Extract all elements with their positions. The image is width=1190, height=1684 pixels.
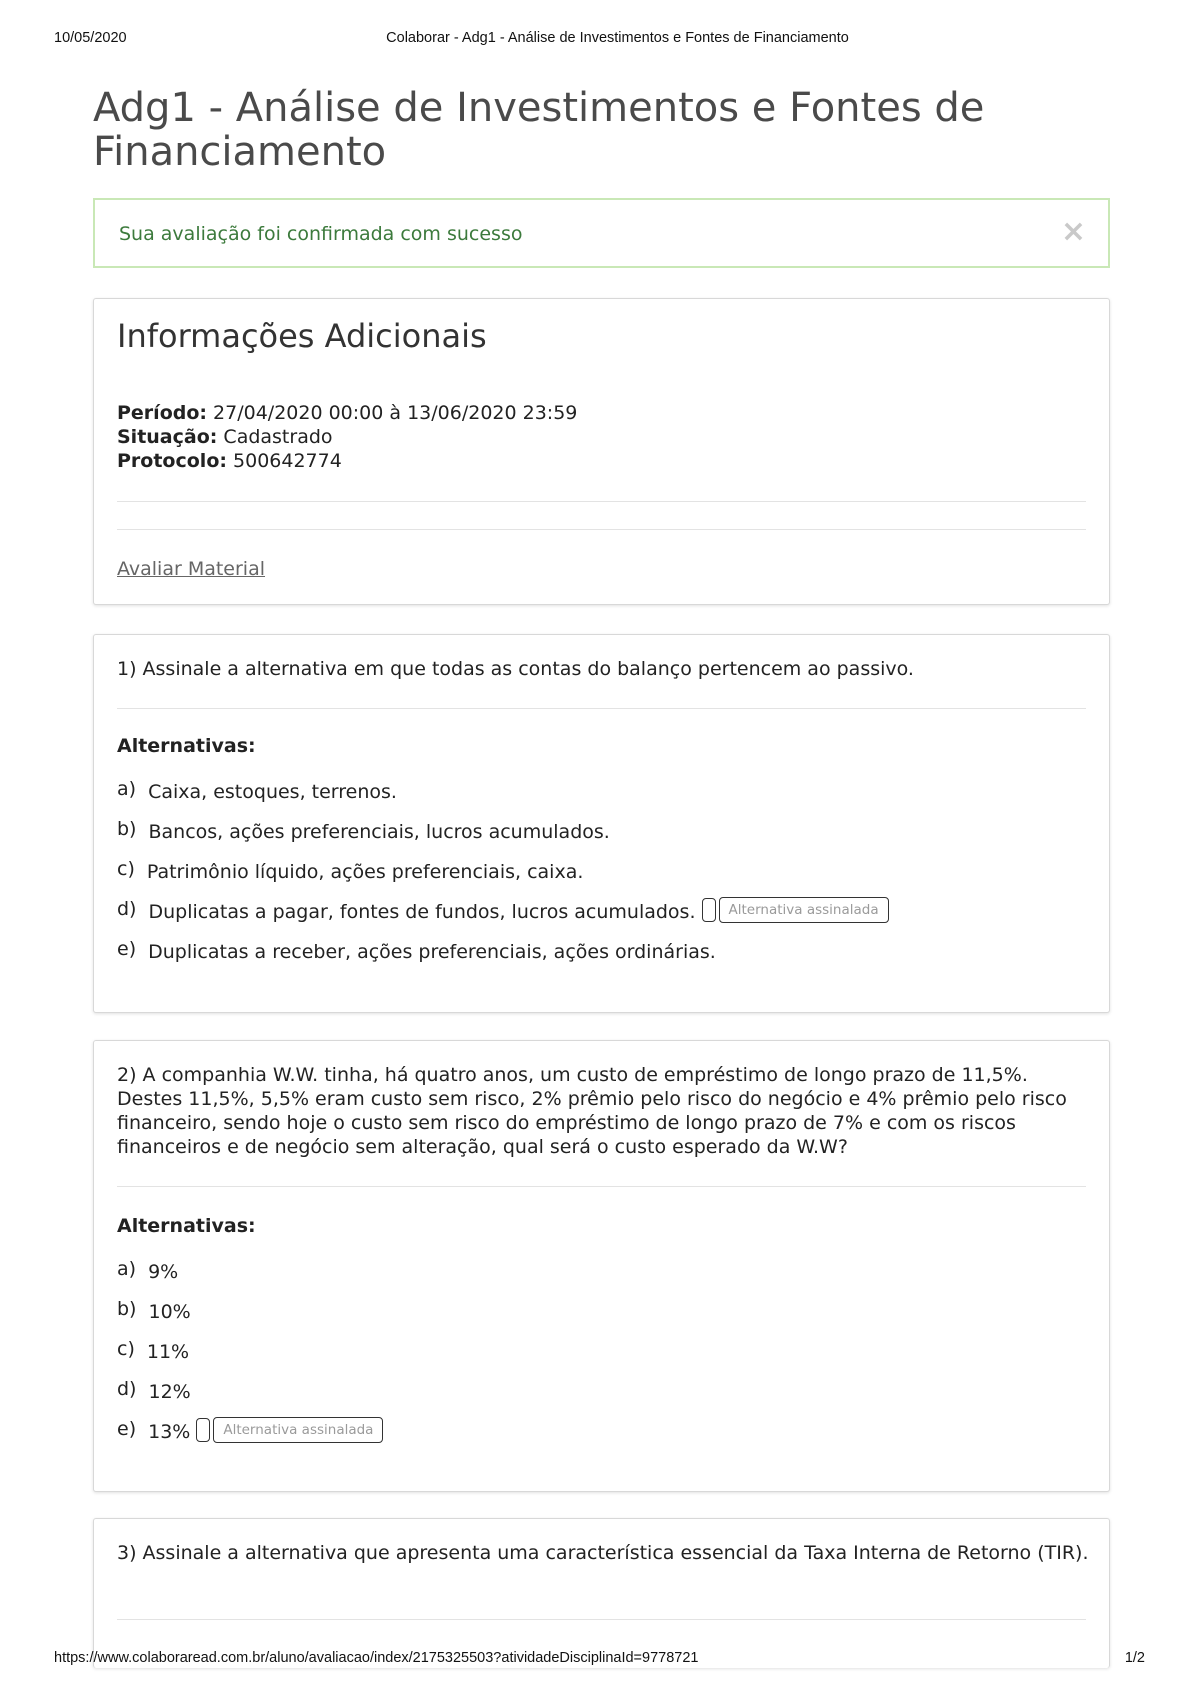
alternative-item: [117, 1252, 383, 1292]
alternative-letter: d): [117, 1378, 137, 1400]
print-date: 10/05/2020: [54, 30, 127, 46]
print-document-title: Colaborar - Adg1 - Análise de Investimentos e Fontes de Financiamento: [386, 30, 849, 46]
alternative-letter: c): [117, 1338, 135, 1360]
page-number: 1/2: [1124, 1650, 1145, 1666]
alternative-letter: a): [117, 778, 137, 800]
success-alert: [93, 198, 1110, 268]
alternatives-heading: Alternativas:: [117, 735, 256, 757]
alternative-item: [117, 1372, 383, 1412]
alternatives-list: [117, 772, 889, 972]
alternative-item: [117, 1292, 383, 1332]
alternative-text: 13%: [148, 1421, 191, 1443]
periodo-value: 27/04/2020 00:00 à 13/06/2020 23:59: [213, 402, 578, 424]
question-card-2: [93, 1040, 1110, 1492]
alternatives-list: [117, 1252, 383, 1452]
print-header: [0, 30, 1190, 50]
alternative-letter: e): [117, 1418, 137, 1440]
page-title: Adg1 - Análise de Investimentos e Fontes de Financiamento: [93, 85, 985, 175]
marked-alternative-badge: Alternativa assinalada: [213, 1417, 383, 1443]
info-details: [117, 401, 577, 473]
close-icon[interactable]: ×: [1060, 214, 1086, 249]
alert-message: Sua avaliação foi confirmada com sucesso: [119, 223, 523, 245]
alternative-text: 11%: [146, 1341, 190, 1363]
alternative-text: 12%: [148, 1381, 191, 1403]
avaliar-material-link[interactable]: Avaliar Material: [117, 558, 266, 580]
alternative-item: [117, 812, 889, 852]
alternative-text: Patrimônio líquido, ações preferenciais, caixa.: [146, 861, 584, 883]
periodo-row: [117, 401, 577, 425]
marked-alternative-badge: Alternativa assinalada: [719, 897, 889, 923]
alternative-text: 10%: [148, 1301, 191, 1323]
protocolo-value: 500642774: [233, 450, 342, 472]
alternative-text: 9%: [148, 1261, 179, 1283]
divider: [117, 501, 1086, 502]
alternative-letter: b): [117, 818, 137, 840]
protocolo-label: Protocolo:: [117, 450, 227, 472]
alternative-text: Duplicatas a pagar, fontes de fundos, lucros acumulados.: [148, 901, 696, 923]
alternative-item: [117, 1332, 383, 1372]
periodo-label: Período:: [117, 402, 207, 424]
alternative-item: [117, 1412, 383, 1452]
divider: [117, 529, 1086, 530]
selected-alternative-marker: [702, 897, 889, 923]
alternative-item: [117, 852, 889, 892]
selected-alternative-marker: [196, 1417, 383, 1443]
info-card: [93, 298, 1110, 605]
alternative-text: Duplicatas a receber, ações preferenciais, ações ordinárias.: [148, 941, 716, 963]
question-text: 2) A companhia W.W. tinha, há quatro anos, um custo de empréstimo de longo prazo de 11,5%. Destes 11,5%, 5,5% eram custo sem risco, 2% prêmio pelo risco do negócio e 4% prêmio pelo risco financeiro, sendo hoje o custo sem risco do empréstimo de longo prazo de 7% e com os riscos financeiros e de negócio sem alteração, qual será o custo esperado da W.W?: [117, 1064, 1067, 1158]
question-text: 3) Assinale a alternativa que apresenta uma característica essencial da Taxa Interna de Retorno (TIR).: [117, 1542, 1089, 1564]
question-text: 1) Assinale a alternativa em que todas as contas do balanço pertencem ao passivo.: [117, 658, 914, 680]
question-card-3: [93, 1518, 1110, 1668]
alternative-item: [117, 892, 889, 932]
alternative-letter: b): [117, 1298, 137, 1320]
checkbox-icon: [196, 1418, 210, 1442]
situacao-label: Situação:: [117, 426, 218, 448]
print-footer: [0, 1650, 1190, 1670]
divider: [117, 1619, 1086, 1620]
alternative-item: [117, 932, 889, 972]
alternative-letter: c): [117, 858, 135, 880]
checkbox-icon: [702, 898, 716, 922]
protocolo-row: [117, 449, 577, 473]
question-card-1: [93, 634, 1110, 1013]
alternatives-heading: Alternativas:: [117, 1215, 256, 1237]
divider: [117, 708, 1086, 709]
alternative-item: [117, 772, 889, 812]
info-card-title: Informações Adicionais: [117, 317, 487, 355]
situacao-row: [117, 425, 577, 449]
alternative-letter: e): [117, 938, 137, 960]
alternative-text: Caixa, estoques, terrenos.: [148, 781, 397, 803]
print-url: https://www.colaboraread.com.br/aluno/avaliacao/index/2175325503?atividadeDisciplinaId=9778721: [54, 1650, 699, 1666]
situacao-value: Cadastrado: [223, 426, 333, 448]
alternative-text: Bancos, ações preferenciais, lucros acumulados.: [148, 821, 610, 843]
divider: [117, 1186, 1086, 1187]
alternative-letter: d): [117, 898, 137, 920]
alternative-letter: a): [117, 1258, 137, 1280]
